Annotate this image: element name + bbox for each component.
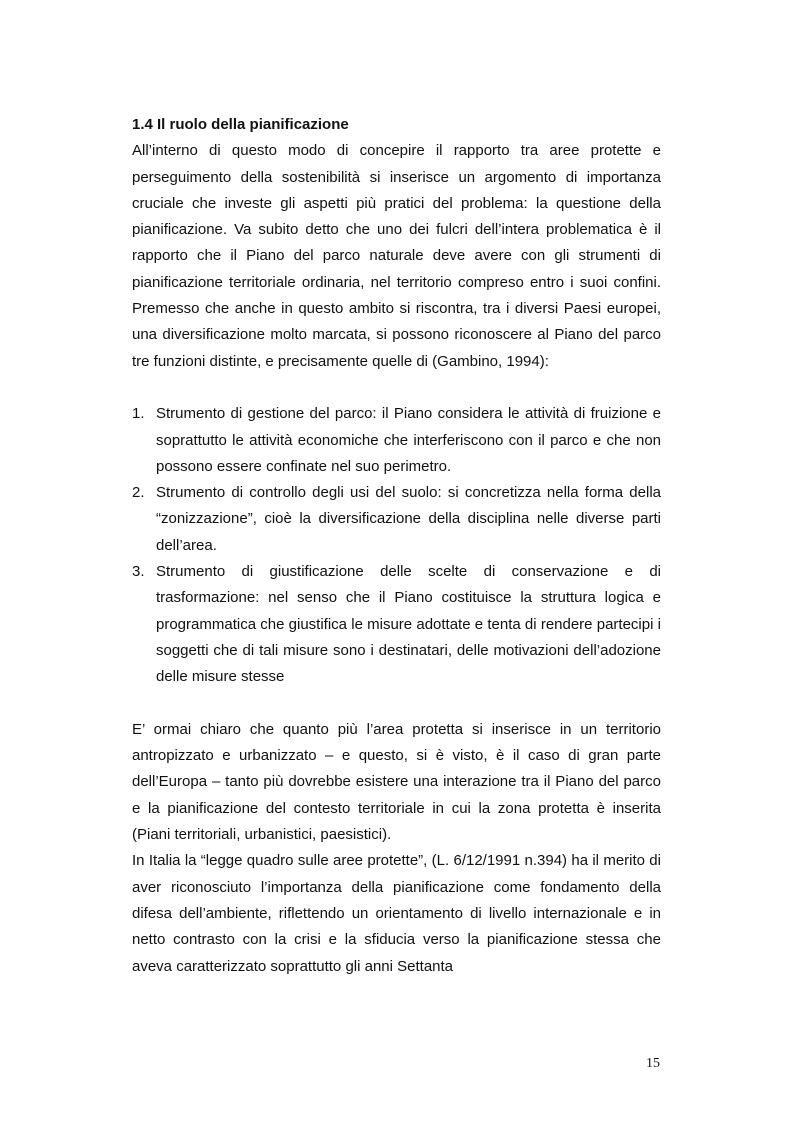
paragraph-europe: E’ ormai chiaro che quanto più l’area protetta si inserisce in un territorio antropizzato e urbanizzato – e questo, si è visto, è il caso di gran parte dell’Europa – tanto più dovrebbe esistere una interazione tra il Piano del parco e la pianificazione del contesto territoriale in cui la zona protetta è inserita (Piani territoriali, urbanistici, paesistici).	[132, 720, 661, 844]
page-number: 15	[646, 1056, 660, 1071]
spacer	[132, 375, 661, 401]
spacer	[132, 691, 661, 717]
list-number: 1.	[132, 405, 145, 423]
paragraph-italy: In Italia la “legge quadro sulle aree protette”, (L. 6/12/1991 n.394) ha il merito di aver riconosciuto l’importanza della pianificazione come fondamento della difesa dell’ambiente, riflettendo un orientamento di livello internazionale e in netto contrasto con la crisi e la sfiducia verso la pianificazione stessa che aveva caratterizzato soprattutto gli anni Settanta	[132, 852, 661, 975]
section-heading: 1.4 Il ruolo della pianificazione	[132, 116, 349, 133]
list-item-text: Strumento di giustificazione delle scelte di conservazione e di trasformazione: nel senso che il Piano costituisce la struttura logica e programmatica che giustifica le misure adottate e tenta di rendere partecipi i soggetti che di tali misure sono i destinatari, delle motivazioni dell’adozione delle misure stesse	[156, 563, 661, 686]
list-item	[132, 401, 661, 480]
list-number: 3.	[132, 563, 145, 581]
list-item	[132, 480, 661, 559]
list-number: 2.	[132, 484, 145, 502]
list-item-text: Strumento di gestione del parco: il Piano considera le attività di fruizione e soprattutto le attività economiche che interferiscono con il parco e che non possono essere confinate nel suo perimetro.	[156, 405, 661, 475]
intro-paragraph: All’interno di questo modo di concepire il rapporto tra aree protette e perseguimento della sostenibilità si inserisce un argomento di importanza cruciale che investe gli aspetti più pratici del problema: la questione della pianificazione. Va subito detto che uno dei fulcri dell’intera problematica è il rapporto che il Piano del parco naturale deve avere con gli strumenti di pianificazione territoriale ordinaria, nel territorio compreso entro i suoi confini. Premesso che anche in questo ambito si riscontra, tra i diversi Paesi europei, una diversificazione molto marcata, si possono riconoscere al Piano del parco tre funzioni distinte, e precisamente quelle di (Gambino, 1994):	[132, 142, 661, 370]
list-item	[132, 559, 661, 690]
page-body	[132, 112, 661, 980]
functions-list	[132, 401, 661, 690]
list-item-text: Strumento di controllo degli usi del suolo: si concretizza nella forma della “zonizzazione”, cioè la diversificazione della disciplina nelle diverse parti dell’area.	[156, 484, 661, 554]
